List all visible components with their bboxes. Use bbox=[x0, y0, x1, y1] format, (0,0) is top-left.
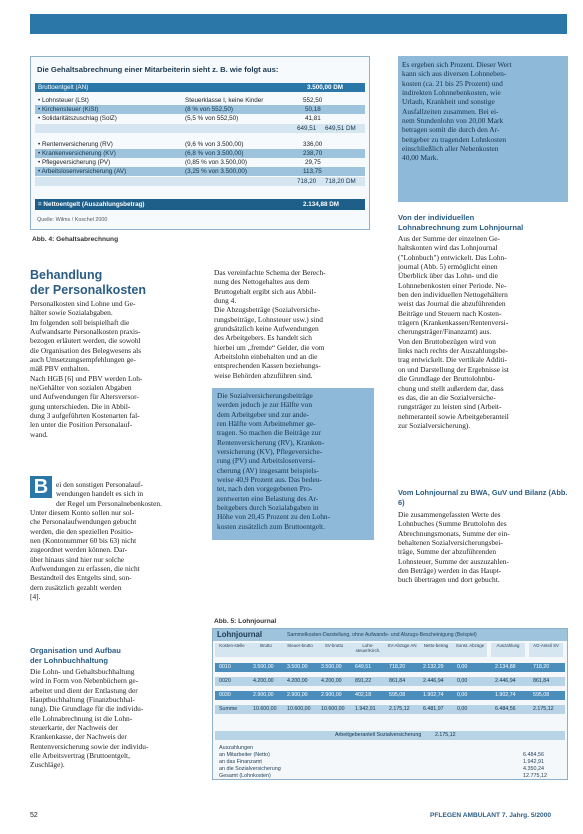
table-cell: 2.446,94 bbox=[423, 678, 444, 684]
text-line: steuerkarte, der Nachweis der bbox=[30, 723, 118, 733]
column-header: SV-Abzüge AN bbox=[385, 643, 419, 657]
paragraph bbox=[398, 234, 568, 430]
text-line: und Aufwendungen für Altersversor- bbox=[30, 392, 139, 402]
text-line: Abrechnungsmonats, Summe der ein- bbox=[398, 528, 510, 538]
table-cell: 2.175,12 bbox=[389, 706, 410, 712]
fig-row: • Kirchensteuer (KiSt) (8 % von 552,50) 50,18 bbox=[35, 105, 365, 114]
text-line: elle Lohnabrechnung ist die Lohn- bbox=[30, 713, 133, 723]
table-cell: 1.942,91 bbox=[355, 706, 376, 712]
figure-salary-statement bbox=[30, 56, 370, 230]
table-cell: 718,20 bbox=[533, 664, 550, 670]
paragraph bbox=[30, 299, 198, 439]
text-line: dung 3 aufgeführten Kostenarten fal- bbox=[30, 411, 140, 421]
fig-row: • Rentenversicherung (RV) (9,6 % von 3.500,00) 336,00 bbox=[38, 141, 323, 148]
text-line: Aufwandsarte Personalkosten praxis- bbox=[30, 327, 141, 337]
table-cell: 1.902,74 bbox=[495, 692, 516, 698]
table-row bbox=[215, 677, 565, 686]
text-line: cherungsträger/Finanzamt) aus. bbox=[398, 327, 492, 337]
text-line: Hauptbuchhaltung (Finanzbuchhal- bbox=[30, 695, 135, 705]
text-line: der Regel um Personalnebenkosten. bbox=[56, 498, 162, 508]
text-line: wendungen handelt es sich in bbox=[56, 489, 144, 499]
text-line: dung 4. bbox=[214, 296, 237, 306]
text-line: Lohnbuches (Summe Bruttolohn des bbox=[398, 519, 507, 529]
text-line: Im folgenden soll beispielhaft die bbox=[30, 317, 130, 327]
table-cell: 595,08 bbox=[389, 692, 406, 698]
text-line: journal (Abb. 5) ermöglicht einen bbox=[398, 262, 498, 272]
fig-row-subtotal: 649,51 649,51 DM bbox=[35, 124, 365, 133]
fig-row: • Arbeitslosenversicherung (AV) (3,25 % von 3.500,00) 113,75 bbox=[35, 167, 365, 176]
section-heading: der Personalkosten bbox=[30, 283, 147, 297]
text-line: Bestandteil des Entgelts sind, son- bbox=[30, 573, 132, 583]
table-cell: 2.175,12 bbox=[533, 706, 554, 712]
text-line: auch Umsetzungsempfehlungen ge- bbox=[30, 355, 136, 365]
table-cell: 2.134,88 bbox=[495, 664, 516, 670]
footer-label: Auszahlungen bbox=[219, 745, 254, 751]
column-header: Netto-betrag bbox=[419, 643, 453, 657]
text-line: zugeordnet werden können. Dar- bbox=[30, 545, 128, 555]
table-cell: 718,20 bbox=[389, 664, 406, 670]
table-cell: 595,08 bbox=[533, 692, 550, 698]
table-row bbox=[215, 691, 565, 700]
text-line: hierbei um „fremde“ Gelder, die vom bbox=[214, 342, 325, 352]
text-line: trag entwickelt. Die vertikale Additi- bbox=[398, 355, 507, 365]
text-line: entsprechenden Kassen beziehungs- bbox=[214, 361, 321, 371]
text-line: betragen somit die durch den Ar- bbox=[402, 125, 500, 135]
text-line: Die zusammengefassten Werte des bbox=[398, 510, 501, 519]
table-cell: 3.500,00 bbox=[287, 664, 308, 670]
text-line: Bruttogehalt ergibt sich aus Abbil- bbox=[214, 286, 317, 296]
column-header: Lohn-steuer/Kirch. bbox=[351, 643, 385, 657]
text-line: wird in Form von Nebenbüchern ge- bbox=[30, 676, 139, 686]
text-line: den Beträge) werden in das Haupt- bbox=[398, 566, 502, 576]
text-line: Nach HGB [6] und PBV werden Loh- bbox=[30, 373, 143, 383]
table-cell: 891,22 bbox=[355, 678, 372, 684]
text-line: Ausfallzeiten zusammen. Bei ei- bbox=[402, 106, 499, 116]
text-line: Beiträge und Steuern nach Kosten- bbox=[398, 308, 502, 318]
text-line: rungsträger zu leisten sind (Arbeit- bbox=[398, 402, 502, 412]
text-line: links nach rechts der Auszahlungsbe- bbox=[398, 346, 509, 356]
text-line: Lohnsteuer, Summe der auszuzahlen- bbox=[398, 556, 509, 566]
text-line: ("Lohnbuch") entwickelt. Das Lohn- bbox=[398, 252, 507, 262]
figure-4-caption: Abb. 4: Gehaltsabrechnung bbox=[32, 236, 119, 243]
paragraph bbox=[398, 510, 568, 585]
social-row: Arbeitgeberanteil Sozialversicherung 2.175,12 bbox=[215, 731, 565, 740]
text-line: arbeitet und dient der Entlastung der bbox=[30, 685, 138, 695]
figure-title: Die Gehaltsabrechnung einer Mitarbeiterin sieht z. B. wie folgt aus: bbox=[37, 65, 279, 74]
text-line: die Grundlage der Bruttolohnbu- bbox=[398, 374, 496, 384]
text-line: Von den Bruttobezügen wird von bbox=[398, 336, 496, 346]
text-line: tung). Die Grundlage für die individu- bbox=[30, 704, 144, 714]
text-line: tet, nach den vorgegebenen Pro- bbox=[217, 484, 313, 494]
text-line: chung und stellt außerdem dar, dass bbox=[398, 383, 504, 393]
text-line: über hinaus sind hier nur solche bbox=[30, 554, 125, 564]
text-line: Rentenversicherung (RV), Kranken- bbox=[217, 437, 325, 447]
text-line: weise Behörden abzuführen sind. bbox=[214, 370, 313, 380]
text-line: weise 40,9 Prozent aus. Das bedeu- bbox=[217, 475, 322, 485]
footer-label: Gesamt (Lohnkosten) bbox=[219, 773, 271, 779]
footer-value: 12.775,12 bbox=[523, 773, 547, 779]
text-line: ei den sonstigen Personalauf- bbox=[56, 480, 143, 489]
table-cell: 2.446,94 bbox=[495, 678, 516, 684]
text-line: len unter die Position Personalauf- bbox=[30, 420, 133, 430]
text-line: Höhe von 20,45 Prozent zu den Lohn- bbox=[217, 512, 331, 522]
table-cell: 0,00 bbox=[457, 678, 468, 684]
table-cell: 861,84 bbox=[389, 678, 406, 684]
table-cell: 10.600,00 bbox=[287, 706, 311, 712]
table-cell: 6.481,97 bbox=[423, 706, 444, 712]
table-cell: 861,84 bbox=[533, 678, 550, 684]
text-line: haltskonten wird das Lohnjournal bbox=[398, 243, 498, 253]
text-line: cherung (AV) insgesamt beispiels- bbox=[217, 465, 319, 475]
fig-row: • Lohnsteuer (LSt) Steuerklasse I, keine Kinder 552,50 bbox=[38, 97, 323, 104]
column-header: SV-brutto bbox=[317, 643, 351, 657]
text-line: hälter sowie Sozialabgaben. bbox=[30, 308, 113, 318]
text-line: rungsbeiträge, Lohnsteuer usw.) sind bbox=[214, 314, 323, 324]
text-line: des Arbeitgebers. Es handelt sich bbox=[214, 333, 312, 343]
text-line: Aus der Summe der einzelnen Ge- bbox=[398, 234, 500, 243]
subheading: Organisation und Aufbau bbox=[30, 646, 121, 655]
paragraph bbox=[30, 480, 198, 601]
text-line: buch übertragen und dort gebucht. bbox=[398, 575, 500, 585]
fig-row-gross: Bruttoentgelt (AN) 3.500,00 DM bbox=[35, 83, 365, 92]
table-row bbox=[215, 705, 565, 714]
text-line: beitgeber zu tragenden Lohnkosten bbox=[402, 134, 507, 144]
column-header: Sonst. Abzüge bbox=[453, 643, 487, 657]
text-line: Das vereinfachte Schema der Berech- bbox=[214, 268, 326, 277]
text-line: kann sich aus diversen Lohnneben- bbox=[402, 69, 507, 79]
text-line: gung unterschieden. Die in Abbil- bbox=[30, 401, 131, 411]
text-line: versicherung (KV), Pflegeversiche- bbox=[217, 447, 323, 457]
text-line: ne/Gehälter von sozialen Abgaben bbox=[30, 383, 132, 393]
footer-label: an Mitarbeiter (Netto) bbox=[219, 752, 270, 758]
text-line: die Organisation des Belegwesens als bbox=[30, 345, 142, 355]
text-line: trägern (Krankenkassen/Rentenversi- bbox=[398, 318, 509, 328]
top-color-band bbox=[30, 14, 567, 34]
table-cell: 2.900,00 bbox=[287, 692, 308, 698]
table-cell: 4.200,00 bbox=[253, 678, 274, 684]
text-line: Krankenkasse, der Nachweis der bbox=[30, 732, 127, 742]
fig-row: • Pflegeversicherung (PV) (0,85 % von 3.500,00) 29,75 bbox=[38, 159, 321, 166]
table-cell: 2.132,29 bbox=[423, 664, 444, 670]
text-line: dem Arbeitgeber und zur ande- bbox=[217, 409, 309, 419]
table-cell: 3.500,00 bbox=[253, 664, 274, 670]
text-line: es das, die an die Sozialversiche- bbox=[398, 392, 496, 402]
text-line: dern zusätzlich gezahlt werden bbox=[30, 582, 122, 592]
text-line: ren Hälfte vom Arbeitnehmer ge- bbox=[217, 419, 316, 429]
table-cell: 1.902,74 bbox=[423, 692, 444, 698]
text-line: Zuschläge). bbox=[30, 760, 65, 770]
text-line: Die Abzugsbeträge (Sozialversiche- bbox=[214, 305, 321, 315]
text-line: che Personalaufwendungen gebucht bbox=[30, 517, 137, 527]
text-line: mäß PBV enthalten. bbox=[30, 364, 90, 374]
table-cell: 10.600,00 bbox=[321, 706, 345, 712]
column-header: Steuer-brutto bbox=[283, 643, 317, 657]
text-line: zur Sozialversicherung). bbox=[398, 420, 471, 430]
text-line: nem Stundenlohn von 20,00 Mark bbox=[402, 116, 504, 126]
figure-source: Quelle: Wilms / Koschel 2000 bbox=[37, 217, 108, 223]
table-cell: 649,51 bbox=[355, 664, 372, 670]
text-line: weist das Journal die abzuführenden bbox=[398, 299, 506, 309]
table-row bbox=[215, 663, 565, 672]
text-line: nehmeranteil sowie Arbeitgeberanteil bbox=[398, 411, 509, 421]
text-line: rung (PV) und Arbeitslosenversi- bbox=[217, 456, 316, 466]
column-header: Brutto bbox=[249, 643, 283, 657]
text-line: Es ergeben sich Prozent. Dieser Wert bbox=[402, 60, 512, 69]
text-line: kosten (ca. 21 bis 25 Prozent) und bbox=[402, 78, 503, 88]
table-cell: 0020 bbox=[219, 678, 231, 684]
text-line: ben den individuellen Nettogehältern bbox=[398, 290, 508, 300]
fig-row: • Solidaritätszuschlag (SolZ) (5,5 % von 552,50) 41,81 bbox=[38, 115, 321, 122]
text-line: indirekten Lohnnebenkosten, wie bbox=[402, 88, 501, 98]
text-line: einschließlich aller Nebenkosten bbox=[402, 144, 499, 154]
text-line: träge, Summe der abzuführenden bbox=[398, 547, 497, 557]
footer-value: 4.350,24 bbox=[523, 766, 544, 772]
text-line: 40,00 Mark. bbox=[402, 153, 439, 163]
text-line: nen (Kontonummer 60 bis 63) nicht bbox=[30, 536, 137, 546]
table-cell: 0030 bbox=[219, 692, 231, 698]
section-heading: Behandlung bbox=[30, 268, 103, 282]
subheading: Von der individuellen bbox=[398, 213, 475, 222]
subheading: der Lohnbuchhaltung bbox=[30, 656, 109, 665]
column-header: Auszahlung bbox=[491, 643, 525, 657]
text-line: tragen. So machen die Beiträge zur bbox=[217, 428, 321, 438]
footer-value: 1.942,91 bbox=[523, 759, 544, 765]
footer-label: an das Finanzamt bbox=[219, 759, 262, 765]
text-line: bezogen erläutert werden, die sowohl bbox=[30, 336, 141, 346]
footer-label: an die Sozialversicherung bbox=[219, 766, 281, 772]
journal-name: PFLEGEN AMBULANT 7. Jahrg. 5/2000 bbox=[430, 812, 552, 819]
paragraph bbox=[214, 268, 374, 380]
text-line: [4]. bbox=[30, 592, 41, 602]
text-line: behaltenen Sozialversicherungsbei- bbox=[398, 538, 503, 548]
text-line: kosten zusätzlich zum Bruttoentgelt. bbox=[217, 521, 325, 531]
table-cell: 2.900,00 bbox=[321, 692, 342, 698]
text-line: Personalkosten sind Lohne und Ge- bbox=[30, 299, 136, 308]
subheading: Vom Lohnjournal zu BWA, GuV und Bilanz (Abb. 6) bbox=[398, 488, 568, 507]
payroll-journal-table bbox=[212, 628, 568, 780]
table-cell: 0010 bbox=[219, 664, 231, 670]
text-line: Überblick über das Lohn- und die bbox=[398, 271, 498, 281]
table-cell: 10.600,00 bbox=[253, 706, 277, 712]
text-line: beitgebers durch Sozialabgaben in bbox=[217, 503, 319, 513]
text-line: grundsätzlich keine Aufwendungen bbox=[214, 324, 319, 334]
drop-cap: B bbox=[30, 476, 52, 498]
column-header: Kosten-stelle bbox=[215, 643, 249, 657]
fig-row: • Krankenversicherung (KV) (6,8 % von 3.500,00) 238,70 bbox=[35, 149, 365, 158]
text-line: Urlaub, Krankheit und sonstige bbox=[402, 97, 495, 107]
text-line: Die Sozialversicherungsbeiträge bbox=[217, 391, 313, 400]
highlight-box-text bbox=[402, 60, 564, 163]
text-line: Unter diesem Konto sollen nur sol- bbox=[30, 508, 135, 518]
table-cell: 4.200,00 bbox=[321, 678, 342, 684]
table-cell: 4.200,00 bbox=[287, 678, 308, 684]
table-cell: 0,00 bbox=[457, 706, 468, 712]
highlight-box-text bbox=[217, 391, 371, 531]
text-line: Lohnnebenkosten einer Periode. Ne- bbox=[398, 280, 507, 290]
table-header-bar: Lohnjournal Sammelkosten-Darstellung, ohne Aufwands- und Abzugs-Bescheinigung (Beispiel) bbox=[213, 629, 567, 641]
text-line: zentwerten eine Belastung des Ar- bbox=[217, 493, 319, 503]
text-line: Arbeitslohn einbehalten und an die bbox=[214, 352, 318, 362]
table-cell: 3.500,00 bbox=[321, 664, 342, 670]
footer-value: 6.484,56 bbox=[523, 752, 544, 758]
table-cell: 0,00 bbox=[457, 692, 468, 698]
subheading: Lohnabrechnung zum Lohnjournal bbox=[398, 223, 524, 232]
table-cell: 2.900,00 bbox=[253, 692, 274, 698]
table-cell: 402,18 bbox=[355, 692, 372, 698]
table-cell: 6.484,56 bbox=[495, 706, 516, 712]
text-line: werden, die den speziellen Positio- bbox=[30, 526, 134, 536]
paragraph bbox=[30, 667, 198, 770]
fig-row-subtotal: 718,20 718,20 DM bbox=[35, 177, 365, 186]
fig-row-net: = Nettoentgelt (Auszahlungsbetrag) 2.134,88 DM bbox=[35, 199, 365, 210]
text-line: on und Darstellung der Ergebnisse ist bbox=[398, 364, 509, 374]
text-line: wand. bbox=[30, 429, 48, 439]
text-line: werden jedoch je zur Hälfte von bbox=[217, 400, 313, 410]
table-cell: 0,00 bbox=[457, 664, 468, 670]
text-line: Aufwendungen zu erfassen, die nicht bbox=[30, 564, 140, 574]
page-number: 52 bbox=[30, 812, 38, 819]
text-line: Die Lohn- und Gehaltsbuchhaltung bbox=[30, 667, 135, 676]
text-line: elle Arbeitsvertrag (Bruttoentgelt, bbox=[30, 751, 130, 761]
text-line: nung des Nettogehaltes aus dem bbox=[214, 277, 310, 287]
table-cell: Summe bbox=[219, 706, 238, 712]
figure-5-caption: Abb. 5: Lohnjournal bbox=[214, 618, 277, 625]
column-header: AG-Anteil SV bbox=[529, 643, 563, 657]
text-line: Rentenversicherung sowie der individu- bbox=[30, 741, 149, 751]
